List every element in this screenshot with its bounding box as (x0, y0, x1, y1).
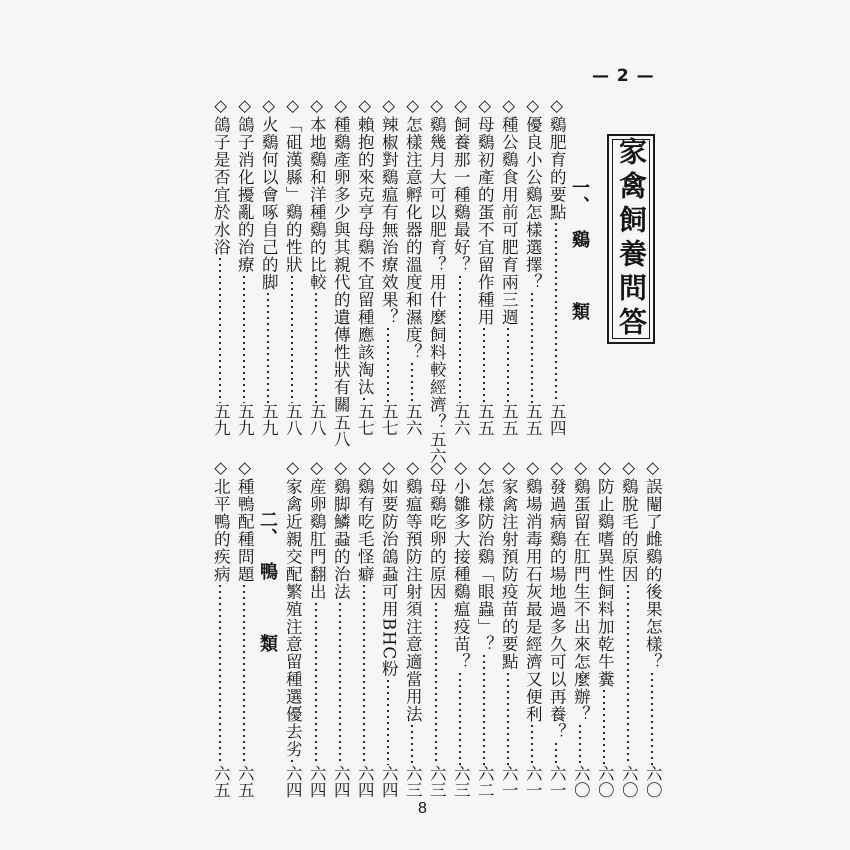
toc-entry[interactable] (449, 458, 473, 798)
toc-entry[interactable] (233, 458, 257, 798)
toc-entry[interactable] (521, 96, 545, 436)
dot-leader (507, 671, 509, 766)
dot-leader (291, 274, 293, 404)
dot-leader (363, 396, 365, 403)
toc-entry[interactable] (209, 458, 233, 798)
book-title: 家禽飼養問答 (615, 137, 648, 341)
dot-leader (555, 221, 557, 403)
dot-leader (531, 291, 533, 403)
toc-entry-page: 五五 (523, 403, 543, 436)
section-number: 一、 (569, 178, 590, 214)
dot-leader (483, 653, 485, 765)
dot-leader (435, 601, 437, 766)
toc-entry-page: 六〇 (619, 765, 639, 798)
toc-entry-title: ◇發過病鷄的場地過多久可以再養？ (547, 458, 567, 741)
dot-leader (315, 601, 317, 766)
dot-leader (315, 291, 317, 403)
toc-entry[interactable] (593, 458, 617, 798)
dot-leader (507, 326, 509, 403)
toc-entry-title: ◇鷄幾月大可以肥育？用什麼飼料較經濟？ (427, 96, 447, 431)
toc-entry-page: 五九 (235, 403, 255, 436)
dot-leader (243, 583, 245, 765)
toc-entry-page: 六四 (307, 765, 327, 798)
toc-entry[interactable] (497, 458, 521, 798)
dot-leader (291, 758, 293, 765)
toc-entry-title: ◇母鷄吃卵的原因 (427, 458, 447, 601)
toc-entry-title: ◇誤閹了雌鷄的後果怎樣？ (643, 458, 663, 671)
toc-entry-page: 六二 (475, 765, 495, 798)
toc-entry-title: ◇飼養那一種鷄最好？ (451, 96, 471, 274)
toc-entry-title: ◇鷄有吃毛怪癖 (355, 458, 375, 583)
toc-entry-title: ◇鷄肥育的要點 (547, 96, 567, 221)
toc-entry-page: 六四 (379, 765, 399, 798)
toc-entry-title: ◇母鷄初產的蛋不宜留作種用 (475, 96, 495, 326)
toc-entry-title: ◇鴿子是否宜於水浴 (211, 96, 231, 256)
toc-entry-page: 六五 (235, 765, 255, 798)
toc-entry[interactable] (545, 96, 569, 436)
toc-entry-page: 五九 (211, 403, 231, 436)
dot-leader (387, 678, 389, 765)
toc-entry-title: ◇種公鷄食用前可肥育兩三週 (499, 96, 519, 326)
toc-entry[interactable] (257, 96, 281, 436)
toc-entry-title: ◇鷄脚鱗蝨的治法 (331, 458, 351, 601)
section-label: 鷄 類 (569, 230, 590, 338)
toc-entry-title: ◇家禽注射預防疫苗的要點 (499, 458, 519, 671)
toc-entry-title: ◇種鷄產卵多少與其親代的遺傳性狀有關 (331, 96, 351, 414)
toc-entry-page: 五五 (499, 403, 519, 436)
toc-entry[interactable] (449, 96, 473, 436)
toc-entry[interactable] (425, 458, 449, 798)
section-heading-duck (258, 510, 276, 670)
dot-leader (603, 688, 605, 765)
page-folio-number: 8 (418, 800, 427, 817)
toc-entry-title: ◇防止鷄嗜異性飼料加乾牛糞 (595, 458, 615, 688)
toc-entry[interactable] (329, 96, 353, 447)
toc-entry[interactable] (545, 458, 569, 798)
toc-entry[interactable] (329, 458, 353, 798)
toc-entry-page: 六四 (355, 765, 375, 798)
section-number: 二、 (257, 510, 278, 546)
toc-entry-page: 五六 (403, 403, 423, 436)
toc-entry-title: ◇北平鴨的疾病 (211, 458, 231, 583)
toc-entry-title: ◇鷄瘟等預防注射須注意適當用法 (403, 458, 423, 723)
toc-entry-title: ◇鷄脫毛的原因 (619, 458, 639, 583)
toc-entry-title: ◇怎樣防治鷄「眼蟲」？ (475, 458, 495, 653)
toc-entry-title: ◇怎樣注意孵化器的溫度和濕度？ (403, 96, 423, 361)
toc-entry-page: 五七 (379, 403, 399, 436)
toc-entry-title: ◇優良小公鷄怎樣選擇？ (523, 96, 543, 291)
toc-entry-page: 五八 (331, 413, 351, 447)
dot-leader (219, 583, 221, 765)
toc-entry[interactable] (617, 458, 641, 798)
toc-entry[interactable] (473, 458, 497, 798)
dot-leader (627, 583, 629, 765)
dot-leader (387, 326, 389, 403)
toc-entry[interactable] (425, 96, 449, 464)
toc-entry-page: 六四 (331, 765, 351, 798)
toc-entry-page: 六一 (523, 765, 543, 798)
toc-entry[interactable] (401, 458, 425, 798)
dot-leader (411, 723, 413, 765)
toc-entry[interactable] (377, 96, 401, 436)
book-title-box (607, 134, 655, 344)
toc-entry-title: ◇本地鷄和洋種鷄的比較 (307, 96, 327, 291)
dot-leader (531, 723, 533, 765)
dot-leader (363, 583, 365, 765)
toc-entry-page: 六四 (283, 765, 303, 798)
toc-entry[interactable] (401, 96, 425, 436)
toc-entry[interactable] (497, 96, 521, 436)
toc-entry-page: 五五 (475, 403, 495, 436)
dot-leader (267, 291, 269, 403)
toc-entry-title: ◇家禽近親交配繁殖注意留種選優去劣 (283, 458, 303, 758)
toc-entry-title: ◇鴿子消化擾亂的治療 (235, 96, 255, 274)
toc-entry[interactable] (353, 458, 377, 798)
section-label: 鴨 類 (257, 562, 278, 670)
toc-entry-title: ◇賴抱的來克亨母鷄不宜留種應該淘汰 (355, 96, 375, 396)
toc-entry-page: 六三 (427, 765, 447, 798)
toc-entry[interactable] (281, 96, 305, 436)
dot-leader (555, 741, 557, 766)
header-page-marker: — 2 — (592, 66, 655, 86)
toc-entry-title: ◇小雛多大接種鷄瘟疫苗？ (451, 458, 471, 671)
dot-leader (243, 274, 245, 404)
toc-entry[interactable] (233, 96, 257, 436)
toc-entry-page: 五六 (451, 403, 471, 436)
toc-entry[interactable] (569, 458, 593, 798)
dot-leader (411, 361, 413, 403)
toc-entry[interactable] (641, 458, 665, 798)
toc-entry-title: ◇火鷄何以會啄自己的脚 (259, 96, 279, 291)
toc-entry-title: ◇鷄蛋留在肛門生不出來怎麼辦？ (571, 458, 591, 723)
dot-leader (651, 671, 653, 766)
toc-entry[interactable] (209, 96, 233, 436)
toc-entry-title: ◇種鴨配種問題 (235, 458, 255, 583)
toc-entry-page: 五六 (427, 431, 447, 464)
toc-entry-page: 五九 (259, 403, 279, 436)
toc-entry[interactable] (353, 96, 377, 436)
toc-entry-page: 六五 (211, 765, 231, 798)
dot-leader (219, 256, 221, 403)
toc-entry-page: 六〇 (571, 765, 591, 798)
dot-leader (459, 274, 461, 404)
toc-entry-title: ◇「砠漢縣」鷄的性狀 (283, 96, 303, 274)
dot-leader (459, 671, 461, 766)
toc-entry[interactable] (305, 458, 329, 798)
toc-entry-page: 六一 (547, 765, 567, 798)
toc-entry-title: ◇辣椒對鷄瘟有無治療效果？ (379, 96, 399, 326)
dot-leader (339, 601, 341, 766)
section-heading-chicken (570, 178, 588, 338)
toc-entry[interactable] (305, 96, 329, 436)
toc-entry-page: 六三 (403, 765, 423, 798)
toc-entry-page: 五八 (307, 403, 327, 436)
toc-entry-page: 五八 (283, 403, 303, 436)
toc-entry[interactable] (377, 458, 401, 798)
toc-entry-title: ◇産卵鷄肛門翻出 (307, 458, 327, 601)
toc-entry[interactable] (473, 96, 497, 436)
dot-leader (483, 326, 485, 403)
toc-entry[interactable] (281, 458, 305, 798)
toc-entry-page: 五七 (355, 403, 375, 436)
dot-leader (579, 723, 581, 765)
toc-entry-page: 六一 (499, 765, 519, 798)
toc-entry-title: ◇如要防治鴿蝨可用BHC粉 (379, 458, 399, 678)
toc-entry-page: 五四 (547, 403, 567, 436)
toc-entry-page: 六〇 (595, 765, 615, 798)
toc-entry-page: 六三 (451, 765, 471, 798)
toc-entry-title: ◇鷄場消毒用石灰最是經濟又便利 (523, 458, 543, 723)
toc-entry[interactable] (521, 458, 545, 798)
toc-entry-page: 六〇 (643, 765, 663, 798)
